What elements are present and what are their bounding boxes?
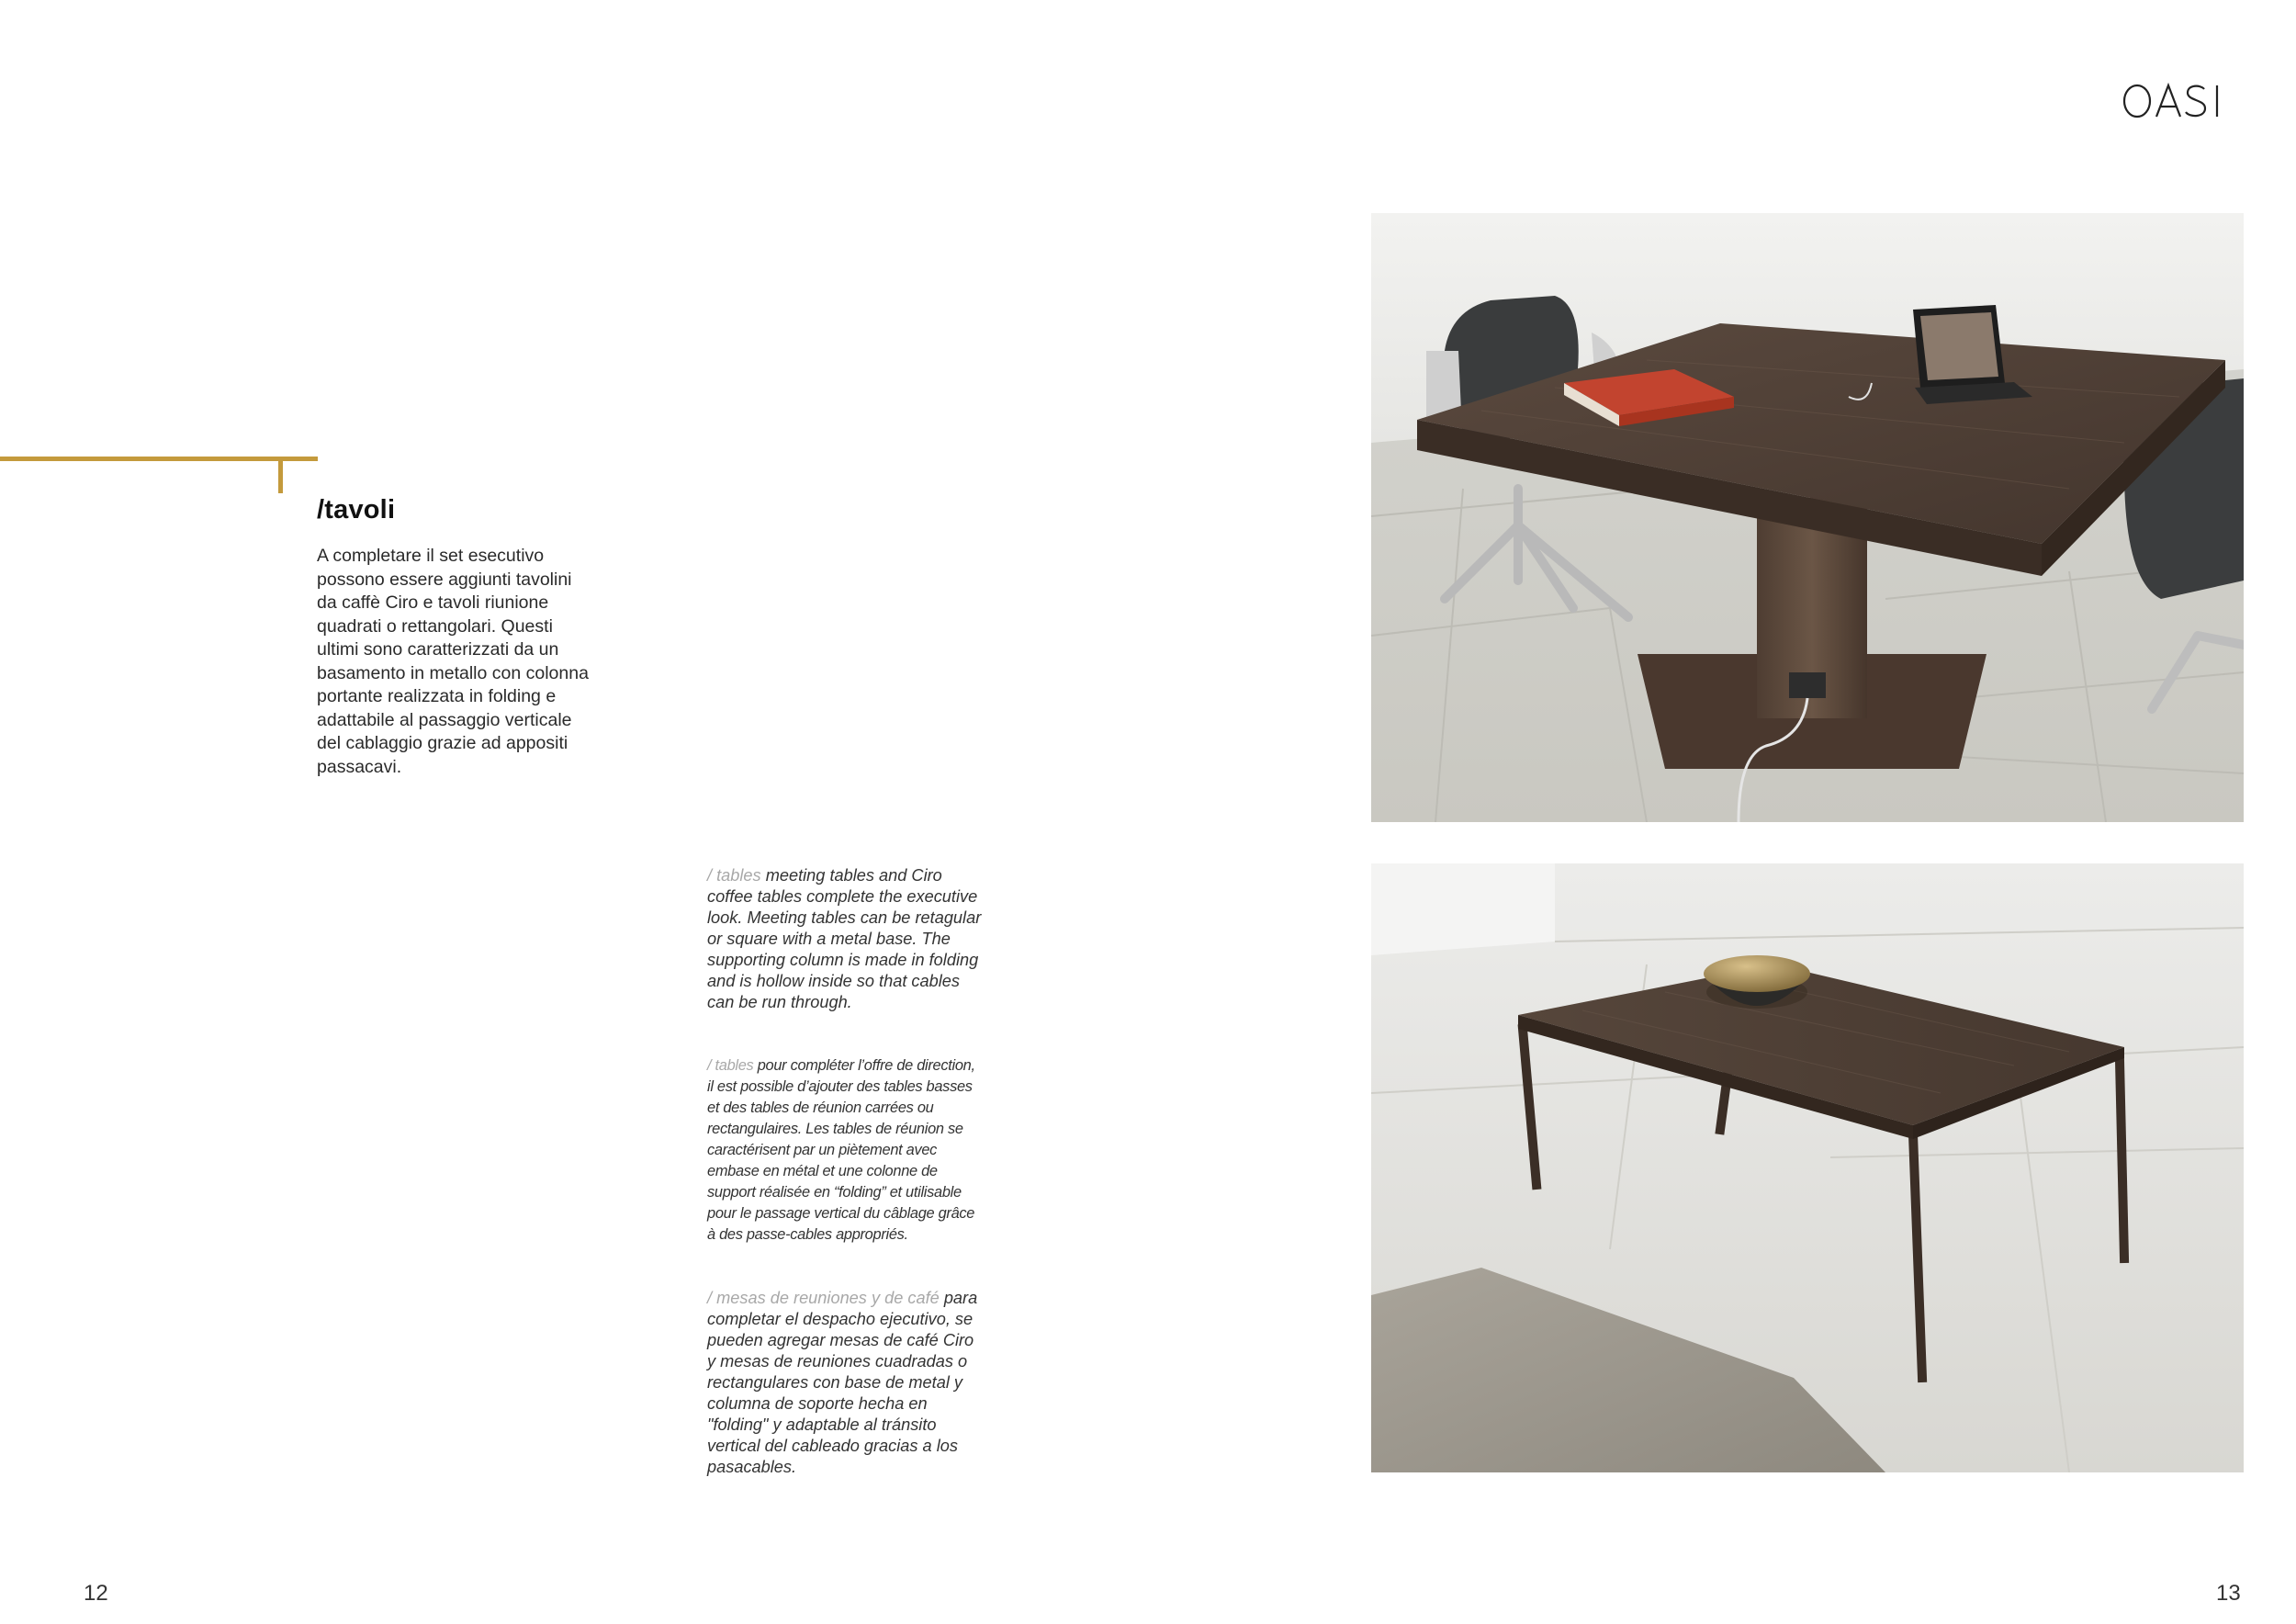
translation-es-keyword: / mesas de reuniones y de café <box>707 1289 940 1307</box>
translation-en <box>707 865 983 1013</box>
brand-logo <box>2122 73 2241 129</box>
accent-line <box>0 457 318 461</box>
translation-en-text: meeting tables and Ciro coffee tables complete the executive look. Meeting tables can be retagular or square with a metal base. The supporting column is made in folding and is hollow inside so that cables can be run through. <box>707 866 982 1011</box>
translation-es <box>707 1288 983 1478</box>
page-number-left: 12 <box>84 1581 108 1606</box>
translation-es-text: para completar el despacho ejecutivo, se pueden agregar mesas de café Ciro y mesas de reuniones cuadradas o rectangulares con base de metal y columna de soporte hecha en "folding" y adaptable al tránsito vertical del cableado gracias a los pasacables. <box>707 1289 978 1476</box>
translation-fr-text: pour compléter l’offre de direction, il est possible d’ajouter des tables basses et des tables de réunion carrées ou rectangulaires. Les tables de réunion se caractérisent par un piètement avec embase en métal et une colonne de support réalisée en “folding” et utilisable pour le passage vertical du câblage grâce à des passe-cables appropriés. <box>707 1057 975 1243</box>
photo-coffee-table <box>1371 863 2244 1472</box>
translation-fr <box>707 1055 983 1246</box>
accent-tick <box>278 457 283 493</box>
section-title: /tavoli <box>317 495 396 524</box>
section-body: A completare il set esecutivo possono essere aggiunti tavolini da caffè Ciro e tavoli riunione quadrati o rettangolari. Questi ultimi sono caratterizzati da un basamento in metallo con colonna portante realizzata in folding e adattabile al passaggio verticale del cablaggio grazie ad appositi passacavi. <box>317 546 589 777</box>
page-number-right: 13 <box>2216 1581 2241 1606</box>
translation-en-keyword: / tables <box>707 866 761 885</box>
photo-meeting-table <box>1371 213 2244 822</box>
translation-fr-keyword: / tables <box>707 1057 754 1074</box>
